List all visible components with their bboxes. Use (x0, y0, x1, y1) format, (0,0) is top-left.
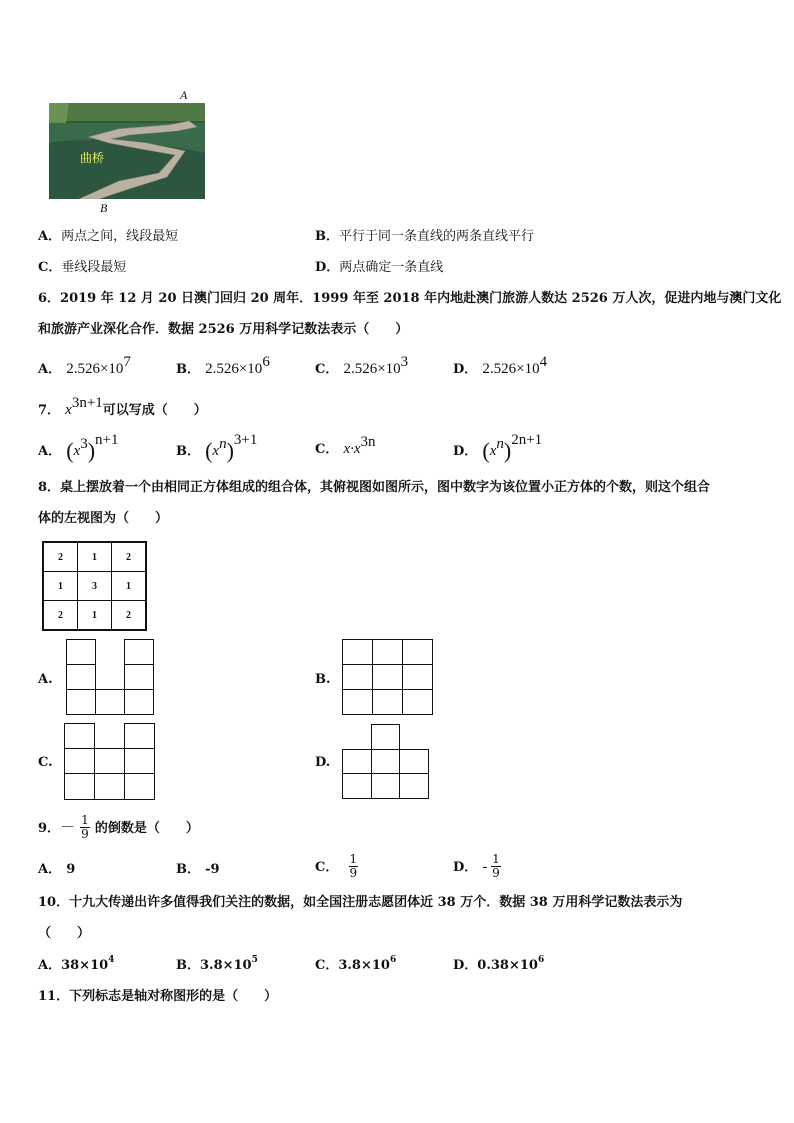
q7-option-d[interactable]: D． $(x^n)^{2n+1}$ (453, 432, 543, 463)
q9-stem: 9．－ $\frac{1}{9}$ 的倒数是（ ） (38, 813, 199, 841)
top-view-cell: 1 (112, 572, 147, 601)
q6-option-d[interactable]: D． $2.526\times 10^4$ (453, 354, 548, 377)
point-b-label: B (100, 201, 108, 215)
top-view-cell: 3 (78, 572, 112, 601)
top-view-cell: 1 (78, 542, 112, 572)
q10-stem-line2: （ ） (38, 926, 91, 941)
q6-stem-line1: 6．2019 年 12 月 20 日澳门回归 20 周年．1999 年至 2018 年内地赴澳门旅游人数达 2526 万人次，促进内地与澳门文化 (38, 291, 782, 306)
q5-option-b[interactable]: B．平行于同一条直线的两条直线平行 (315, 229, 535, 244)
q8-option-b-key[interactable]: B. (315, 672, 331, 687)
q8-option-c-figure[interactable] (64, 723, 156, 801)
q6-option-b[interactable]: B． $2.526\times 10^6$ (176, 354, 270, 377)
q5-option-c[interactable]: C．垂线段最短 (38, 260, 127, 275)
q9-option-a[interactable]: A． 9 (38, 862, 76, 877)
q9-option-c[interactable]: C． $\frac{1}{9}$ (315, 852, 358, 880)
q9-option-d[interactable]: D． - $\frac{1}{9}$ (453, 852, 500, 880)
q8-stem-line1: 8．桌上摆放着一个由相同正方体组成的组合体，其俯视图如图所示，图中数字为该位置小正方体的个数，则这个组合 (38, 480, 711, 495)
q8-option-a-key[interactable]: A. (38, 672, 53, 687)
curved-bridge-photo (49, 103, 205, 199)
q8-option-b-figure[interactable] (342, 639, 434, 716)
q10-option-a[interactable]: A．$38\times 10^4$ (38, 955, 115, 973)
q10-option-b[interactable]: B．$3.8\times 10^5$ (176, 955, 258, 973)
top-view-cell: 2 (112, 601, 147, 631)
q8-option-d-key[interactable]: D. (315, 755, 331, 770)
top-view-grid (42, 541, 147, 631)
q5-option-d[interactable]: D．两点确定一条直线 (315, 260, 444, 275)
q11-stem: 11．下列标志是轴对称图形的是（ ） (38, 989, 278, 1004)
q7-option-a[interactable]: A． $(x^3)^{n+1}$ (38, 432, 119, 463)
top-view-cell: 1 (43, 572, 78, 601)
q6-stem-line2: 和旅游产业深化合作．数据 2526 万用科学记数法表示（ ） (38, 322, 409, 337)
top-view-cell: 2 (43, 542, 78, 572)
q5-option-a[interactable]: A．两点之间，线段最短 (38, 229, 179, 244)
bridge-label: 曲桥 (80, 151, 105, 165)
q8-stem-line2: 体的左视图为（ ） (38, 511, 169, 526)
q6-option-a[interactable]: A． $2.526\times 10^7$ (38, 354, 131, 377)
top-view-cell: 2 (112, 542, 147, 572)
q8-option-d-figure[interactable] (342, 724, 430, 800)
q8-option-a-figure[interactable] (66, 639, 156, 715)
top-view-cell: 1 (78, 601, 112, 631)
q9-option-b[interactable]: B． -9 (176, 862, 220, 877)
q8-option-c-key[interactable]: C. (38, 755, 53, 770)
q7-option-b[interactable]: B． $(x^n)^{3+1}$ (176, 432, 258, 463)
top-view-cell: 2 (43, 601, 78, 631)
q10-stem-line1: 10．十九大传递出许多值得我们关注的数据，如全国注册志愿团体近 38 万个．数据 38 万用科学记数法表示为 (38, 895, 683, 910)
q10-option-d[interactable]: D．$0.38\times 10^6$ (453, 955, 545, 973)
q10-option-c[interactable]: C．$3.8\times 10^6$ (315, 955, 397, 973)
point-a-label: A (180, 88, 188, 102)
q6-option-c[interactable]: C． $2.526\times 10^3$ (315, 354, 409, 377)
q7-option-c[interactable]: C． $x\cdot x^{3n}$ (315, 434, 376, 457)
q7-stem: 7． $x^{3n+1}$可以写成（ ） (38, 395, 207, 418)
